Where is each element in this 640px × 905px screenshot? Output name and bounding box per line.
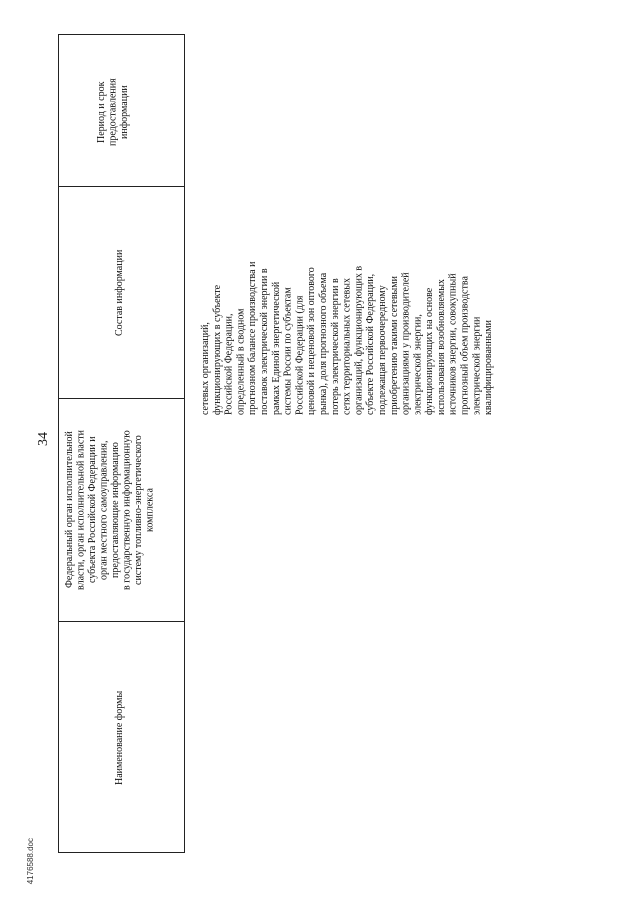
row-divider-2 <box>58 398 185 399</box>
header-authority-line: в государственную информационную <box>121 430 133 590</box>
text-line: потерь электрической энергии в <box>329 278 341 415</box>
header-authority-line: Федеральный орган исполнительной <box>64 431 75 589</box>
header-form-name <box>114 628 126 848</box>
text-line: приобретению такими сетевыми <box>388 276 400 415</box>
header-period <box>96 52 131 172</box>
header-authority-line: систему топливно-энергетического <box>133 435 144 585</box>
text-line: сетях территориальных сетевых <box>341 278 353 415</box>
page-number: 34 <box>36 432 51 446</box>
text-line: электрической энергии, <box>412 314 424 415</box>
header-contents <box>114 200 126 385</box>
text-line: Российской Федерации (для <box>294 295 306 415</box>
contents-body-text <box>200 200 495 415</box>
text-line: ценовой и неценовой зон оптового <box>306 267 318 415</box>
text-line: использования возобновляемых <box>435 279 447 415</box>
header-authority-line: орган местного самоуправления, <box>98 440 110 580</box>
table-bottom-border <box>58 852 185 853</box>
row-divider-3 <box>58 621 185 622</box>
header-period-line: информации <box>119 85 130 139</box>
document-reference: 4176588.doc <box>26 838 35 885</box>
header-divider <box>184 34 185 852</box>
text-line: сетевых организаций, <box>200 322 211 415</box>
header-authority <box>64 404 156 616</box>
text-line: квалифицированными <box>483 320 495 415</box>
header-contents-label: Состав информации <box>114 249 125 336</box>
text-line: организаций, функционирующих в <box>353 265 365 415</box>
header-authority-line: субъекта Российской Федерации и <box>87 436 98 584</box>
text-line: функционирующих на основе <box>424 287 436 415</box>
text-line: прогнозный объем производства <box>459 276 471 415</box>
text-line: прогнозном балансе производства и <box>247 261 259 415</box>
table-left-border <box>58 34 59 852</box>
text-line: системы России по субъектам <box>282 287 294 415</box>
header-period-line: предоставления <box>107 78 119 146</box>
header-authority-line: власти, орган исполнительной власти <box>75 430 87 591</box>
header-period-line: Период и срок <box>96 81 107 143</box>
header-authority-line: комплекса <box>144 488 156 532</box>
text-line: электрической энергии <box>471 316 483 415</box>
text-line: функционирующих в субъекте <box>211 284 223 415</box>
text-line: рынка), доля прогнозного объема <box>317 272 329 415</box>
text-line: определенный в сводном <box>235 308 247 415</box>
text-line: субъекте Российской Федерации, <box>365 273 377 415</box>
header-authority-line: предоставляющие информацию <box>110 442 121 578</box>
text-line: поставок электрической энергии в <box>258 268 270 415</box>
text-line: организациями у производителей <box>400 272 412 415</box>
text-line: Российской Федерации, <box>223 313 235 415</box>
text-line: источников энергии, совокупный <box>447 273 459 415</box>
row-divider-1 <box>58 186 185 187</box>
text-line: рамках Единой энергетической <box>270 281 282 415</box>
header-form-name-label: Наименование формы <box>114 690 125 786</box>
table-top-border <box>58 34 185 35</box>
text-line: подлежащая первоочередному <box>376 285 388 415</box>
